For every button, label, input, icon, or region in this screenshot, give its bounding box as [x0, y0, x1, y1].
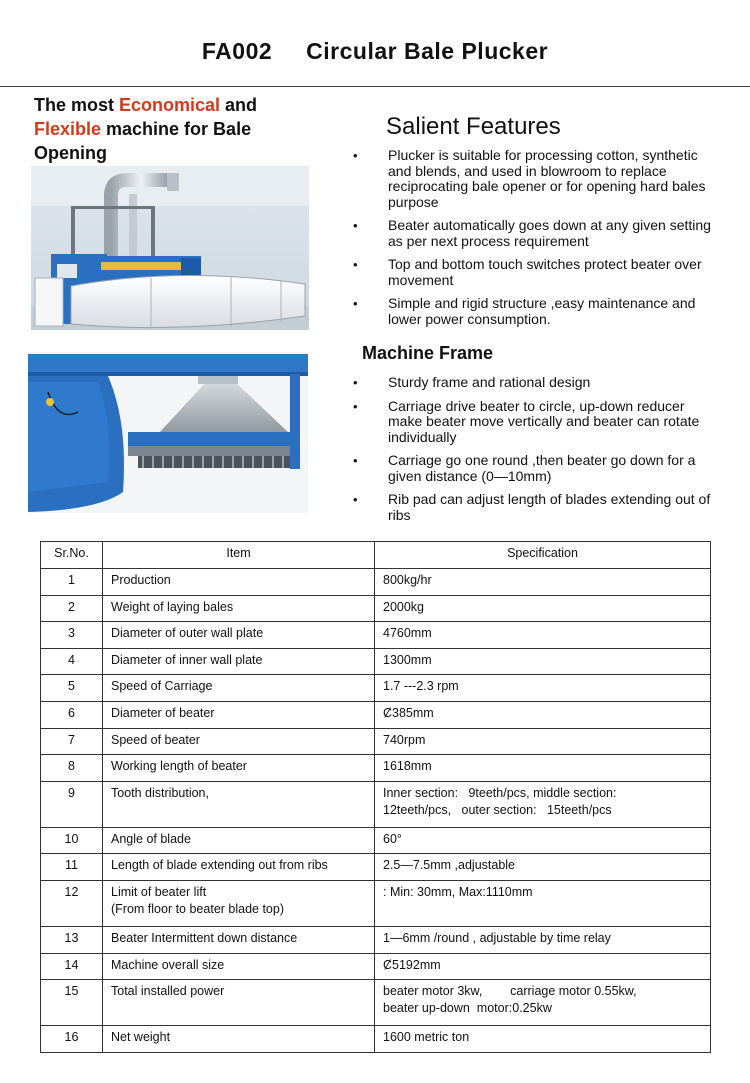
row-number-text: 10 — [64, 831, 79, 846]
table-row — [41, 755, 711, 782]
list-item: • Carriage go one round ,then beater go down for a given distance (0—10mm) — [350, 453, 720, 484]
spec-text: : Min: 30mm, Max:1110mm — [383, 884, 533, 899]
tagline-economical: Economical — [119, 95, 221, 115]
header-specification: Specification — [375, 542, 711, 569]
row-number — [41, 953, 103, 980]
row-number-text: 6 — [68, 705, 75, 720]
tagline-and: and — [220, 95, 258, 115]
table-row — [41, 728, 711, 755]
row-spec — [375, 880, 711, 926]
row-spec — [375, 926, 711, 953]
row-spec — [375, 854, 711, 881]
spec-text: 740rpm — [383, 732, 426, 747]
row-item — [103, 953, 375, 980]
row-number-text: 7 — [68, 732, 75, 747]
row-item — [103, 595, 375, 622]
specification-table — [40, 541, 711, 1053]
table-row — [41, 1026, 711, 1053]
table-row — [41, 980, 711, 1026]
row-item — [103, 569, 375, 596]
table-row — [41, 648, 711, 675]
spec-text: 2.5—7.5mm ,adjustable — [383, 858, 516, 873]
list-item: • Carriage drive beater to circle, up-down reducer make beater move vertically and beater can rotate individually — [350, 399, 720, 446]
table-row — [41, 595, 711, 622]
item-text: Limit of beater lift — [111, 884, 207, 899]
row-number-text: 14 — [64, 957, 79, 972]
spec-text: 1.7 ---2.3 rpm — [383, 679, 459, 694]
item-text: Diameter of outer wall plate — [111, 626, 264, 641]
row-item — [103, 926, 375, 953]
row-number-text: 9 — [68, 785, 75, 800]
page-title — [0, 38, 750, 65]
item-text: Production — [111, 573, 171, 587]
row-number-text: 15 — [64, 984, 79, 999]
row-number-text: 8 — [68, 759, 75, 774]
row-spec — [375, 755, 711, 782]
machine-frame-heading: Machine Frame — [362, 343, 494, 363]
tagline-rest: machine for Bale Opening — [34, 119, 252, 163]
row-number — [41, 595, 103, 622]
table-row — [41, 701, 711, 728]
model-code: FA002 — [201, 38, 273, 64]
spec-text: beater motor 3kw, carriage motor 0.55kw, — [383, 984, 637, 999]
item-text-line2: (From floor to beater blade top) — [111, 901, 284, 916]
spec-text: Inner section: 9teeth/pcs, middle section: — [383, 785, 617, 800]
model-name: Circular Bale Plucker — [306, 38, 549, 64]
tagline — [34, 93, 314, 165]
spec-text: 1618mm — [383, 759, 432, 774]
machine-frame-photo — [28, 352, 308, 513]
row-number — [41, 980, 103, 1026]
row-number-text: 11 — [65, 858, 78, 873]
row-item — [103, 648, 375, 675]
tagline-flexible: Flexible — [34, 119, 102, 139]
spec-text: Ȼ385mm — [383, 705, 434, 720]
salient-features-heading: Salient Features — [386, 113, 561, 140]
row-number — [41, 755, 103, 782]
row-spec — [375, 953, 711, 980]
table-row — [41, 926, 711, 953]
table-row — [41, 675, 711, 702]
row-spec — [375, 648, 711, 675]
row-spec — [375, 569, 711, 596]
row-item — [103, 980, 375, 1026]
row-number — [41, 675, 103, 702]
item-text: Beater Intermittent down distance — [111, 930, 298, 945]
row-spec — [375, 701, 711, 728]
item-text: Angle of blade — [111, 831, 191, 846]
row-number — [41, 1026, 103, 1053]
row-item — [103, 675, 375, 702]
row-item — [103, 701, 375, 728]
header-item: Item — [103, 542, 375, 569]
spec-text: Ȼ5192mm — [383, 957, 441, 972]
row-number — [41, 728, 103, 755]
spec-text: 2000kg — [383, 599, 425, 614]
item-text: Speed of beater — [111, 732, 200, 747]
item-text: Tooth distribution, — [111, 785, 209, 800]
item-text: Total installed power — [111, 984, 225, 999]
row-number — [41, 926, 103, 953]
row-number — [41, 701, 103, 728]
row-spec — [375, 1026, 711, 1053]
list-item: • Simple and rigid structure ,easy maintenance and lower power consumption. — [350, 296, 720, 327]
list-item: • Beater automatically goes down at any given setting as per next process requirement — [350, 218, 720, 249]
row-number-text: 16 — [64, 1030, 79, 1045]
list-item: • Plucker is suitable for processing cotton, synthetic and blends, and used in blowroom to replace reciprocating bale opener or for opening hard bales purpose — [350, 148, 720, 210]
row-spec — [375, 595, 711, 622]
spec-text: 1—6mm /round , adjustable by time relay — [383, 930, 611, 945]
item-text: Machine overall size — [111, 957, 225, 972]
row-number-text: 4 — [68, 652, 75, 667]
table-row — [41, 622, 711, 649]
table-row — [41, 781, 711, 827]
row-number — [41, 880, 103, 926]
spec-text-line2: beater up-down motor:0.25kw — [383, 1001, 552, 1016]
row-spec — [375, 980, 711, 1026]
row-number — [41, 648, 103, 675]
table-row — [41, 953, 711, 980]
item-text: Net weight — [111, 1030, 171, 1045]
spec-text: 60° — [383, 831, 402, 846]
title-divider — [0, 86, 750, 87]
item-text: Diameter of beater — [111, 705, 215, 720]
machine-frame-list — [350, 375, 720, 531]
row-spec — [375, 675, 711, 702]
table-row — [41, 880, 711, 926]
row-item — [103, 781, 375, 827]
spec-text: 1300mm — [383, 652, 432, 667]
table-row — [41, 854, 711, 881]
row-spec — [375, 728, 711, 755]
header-sr-no: Sr.No. — [41, 542, 103, 569]
table-header-row — [41, 542, 711, 569]
row-number-text: 12 — [64, 884, 79, 899]
row-number-text: 13 — [64, 930, 79, 945]
item-text: Diameter of inner wall plate — [111, 652, 263, 667]
row-number-text: 1 — [68, 573, 75, 587]
row-number-text: 3 — [68, 626, 75, 641]
row-item — [103, 827, 375, 854]
table-row — [41, 569, 711, 596]
row-item — [103, 622, 375, 649]
spec-text: 1600 metric ton — [383, 1030, 470, 1045]
tagline-prefix: The most — [34, 95, 120, 115]
machine-overview-photo — [31, 166, 309, 330]
item-text: Speed of Carriage — [111, 679, 213, 694]
spec-text: 800kg/hr — [383, 573, 432, 587]
item-text: Length of blade extending out from ribs — [111, 858, 328, 873]
list-item: • Top and bottom touch switches protect beater over movement — [350, 257, 720, 288]
row-item — [103, 728, 375, 755]
row-number-text: 2 — [68, 599, 75, 614]
row-item — [103, 755, 375, 782]
row-number — [41, 781, 103, 827]
salient-features-list — [350, 148, 720, 335]
row-item — [103, 880, 375, 926]
item-text: Working length of beater — [111, 759, 247, 774]
spec-text-line2: 12teeth/pcs, outer section: 15teeth/pcs — [383, 802, 612, 817]
row-spec — [375, 622, 711, 649]
row-item — [103, 1026, 375, 1053]
list-item: • Sturdy frame and rational design — [350, 375, 720, 391]
row-number — [41, 827, 103, 854]
spec-text: 4760mm — [383, 626, 432, 641]
row-spec — [375, 827, 711, 854]
table-row — [41, 827, 711, 854]
row-number-text: 5 — [68, 679, 75, 694]
row-number — [41, 854, 103, 881]
row-number — [41, 569, 103, 596]
row-spec — [375, 781, 711, 827]
item-text: Weight of laying bales — [111, 599, 234, 614]
row-item — [103, 854, 375, 881]
row-number — [41, 622, 103, 649]
list-item: • Rib pad can adjust length of blades extending out of ribs — [350, 492, 720, 523]
